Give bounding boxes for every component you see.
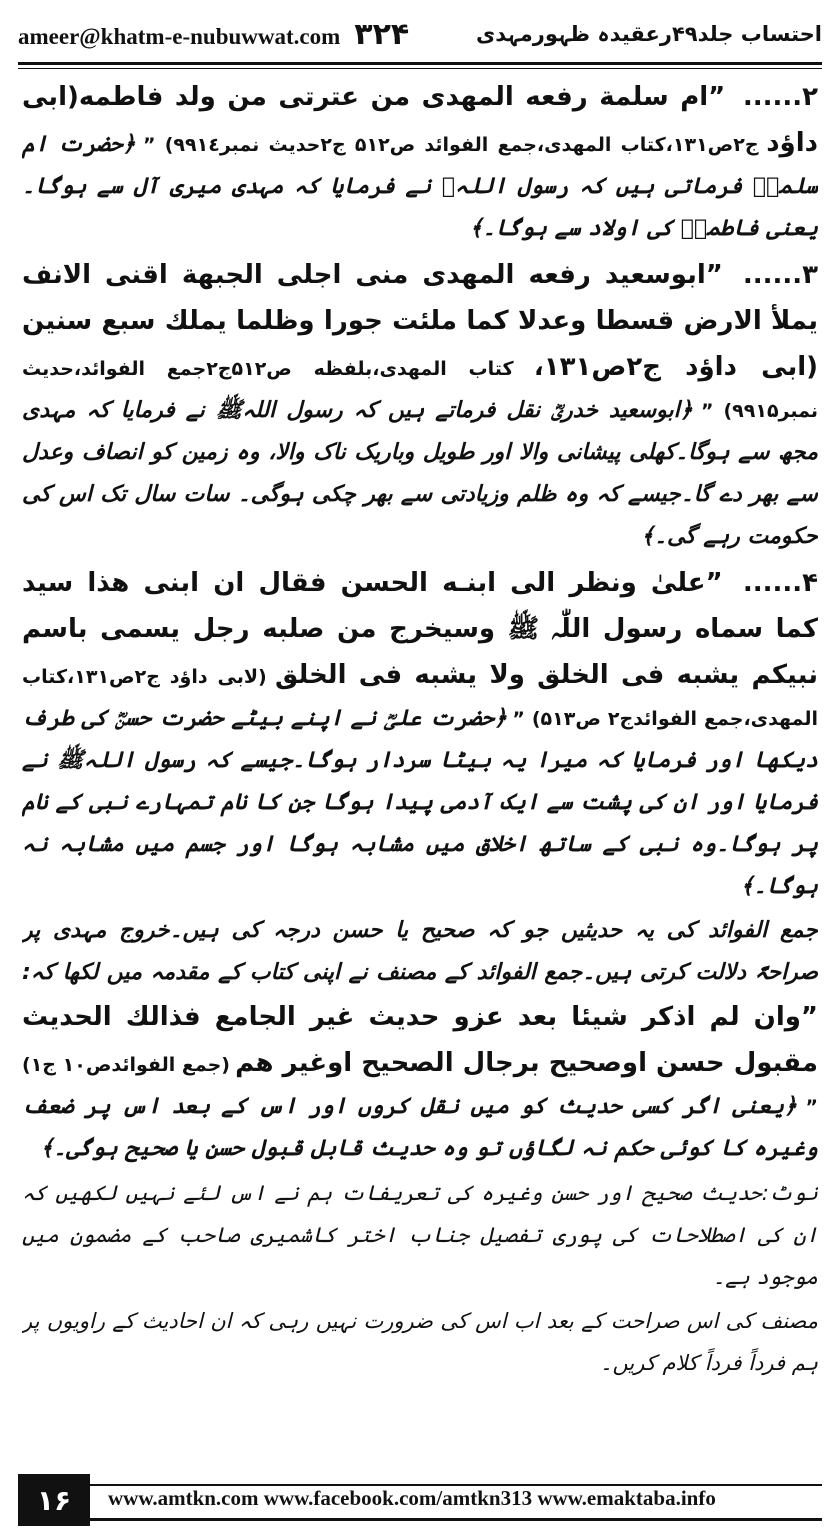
item-number: ۲...... — [742, 82, 818, 112]
note-paragraph: نوٹ:حدیث صحیح اور حسن وغیرہ کی تعریفات ہم نے اس لئے نہیں لکھیں کہ ان کی اصطلاحات کی پوری تفصیل جناب اختر کاشمیری صاحب کے مضمون میں موجود ہے۔ — [22, 1181, 818, 1289]
item-number: ۳...... — [742, 260, 818, 290]
hadith-item-3 — [22, 252, 818, 558]
closing-reference: (جمع الفوائدص۱۰ ج۱) ” — [22, 1054, 818, 1118]
closing-paragraph — [22, 910, 818, 1170]
hadith-item-2 — [22, 74, 818, 250]
header-left — [18, 17, 409, 52]
closing-arabic: ”وان لم اذکر شیئا بعد عزو حدیث غیر الجامع فذالك الحدیث مقبول حسن اوصحیح برجال الصحیح اوغیر هم — [22, 1002, 818, 1078]
arabic-text: ”ام سلمة رفعه المهدی من عترتی من ولد فاطمه(ابی داؤد — [22, 82, 818, 158]
urdu-translation: ﴿ابوسعید خدریؓ نقل فرماتے ہیں کہ رسول اللہﷺ نے فرمایا کہ مہدی مجھ سے ہوگا۔کھلی پیشانی والا اور طویل وباریک ناک والا، وہ زمین کو انصاف وعدل سے بھر دے گا۔جیسے کہ وہ ظلم وزیادتی سے بھر چکی ہوگی۔ سات سال تک اس کی حکومت رہے گی۔﴾ — [22, 398, 818, 549]
page-footer — [18, 1470, 822, 1530]
header-page-number: ۳۲۴ — [354, 16, 410, 52]
reference-text: (لابی داؤد ج۲ص۱۳۱،کتاب المهدی،جمع الفوائدج۲ ص۵۱۳) ” — [22, 666, 818, 730]
urdu-translation: ﴿حضرت علیؓ نے اپنے بیٹے حضرت حسنؓ کی طرف دیکھا اور فرمایا کہ میرا یہ بیٹا سردار ہوگا۔جیسے کہ رسول اللہﷺ نے فرمایا اور ان کی پشت سے ایک آدمی پیدا ہوگا جن کا نام تمہارے نبی کے نام پر ہوگا۔وہ نبی کے ساتھ اخلاق میں مشابہ ہوگا اور جسم میں مشابہ نہ ہوگا۔﴾ — [22, 706, 818, 899]
footer-rule-bottom — [18, 1518, 822, 1521]
closing-translation: ﴿یعنی اگر کسی حدیث کو میں نقل کروں اور اس کے بعد اس پر ضعف وغیرہ کا کوئی حکم نہ لگاؤں تو وہ حدیث قابل قبول حسن یا صحیح ہوگی۔﴾ — [22, 1094, 818, 1161]
page-body — [22, 74, 818, 1452]
reference-text: کتاب المهدی،بلفظه ص۵۱۲ج۲جمع الفوائد،حدیث نمبر۹۹۱۵) ” — [22, 358, 818, 422]
footer-links: www.amtkn.com www.facebook.com/amtkn313 www.emaktaba.info — [108, 1486, 716, 1510]
footer-page-number: ۱۶ — [18, 1474, 90, 1526]
page-header — [18, 8, 822, 60]
urdu-translation: ﴿حضرت ام سلمہؓ فرماتی ہیں کہ رسول اللہﷺ نے فرمایا کہ مہدی میری آل سے ہوگا۔یعنی فاطمہؓ کی اولاد سے ہوگا۔﴾ — [22, 132, 818, 241]
reference-text: ج۲ص۱۳۱،کتاب المهدی،جمع الفوائد ص۵۱۲ ج۲حدیث نمبر۹۹۱٤) ” — [143, 134, 759, 156]
header-title: احتساب جلد۴۹رعقیدہ ظہورمہدی — [476, 22, 822, 46]
closing-intro: جمع الفوائد کی یہ حدیثیں جو کہ صحیح یا حسن درجہ کی ہیں۔خروج مہدی پر صراحۃً دلالت کرتی ہیں۔جمع الفوائد کے مصنف نے اپنی کتاب کے مقدمہ میں لکھا کہ: — [22, 918, 818, 985]
final-paragraph: مصنف کی اس صراحت کے بعد اب اس کی ضرورت نہیں رہی کہ ان احادیث کے راویوں پر ہم فرداً فرداً کلام کریں۔ — [22, 1309, 818, 1375]
header-email: ameer@khatm-e-nubuwwat.com — [18, 23, 341, 49]
arabic-text: ”علیٰ ونظر الی ابنـه الحسن فقال ان ابنی هذا سید کما سماه رسول اللّٰہ ﷺ وسیخرج من صلبه رجل یسمی باسم نبیکم یشبه فی الخلق ولا یشبه فی الخلق — [22, 568, 818, 690]
arabic-text: ”ابوسعید رفعه المهدی منی اجلی الجبهة اقنی الانف یملأ الارض قسطا وعدلا کما ملئت جورا وظلما یملك سبع سنین (ابی داؤد ج۲ص۱۳۱، — [22, 260, 818, 382]
hadith-item-4 — [22, 560, 818, 908]
item-number: ۴...... — [742, 568, 818, 598]
header-rule — [18, 62, 822, 69]
